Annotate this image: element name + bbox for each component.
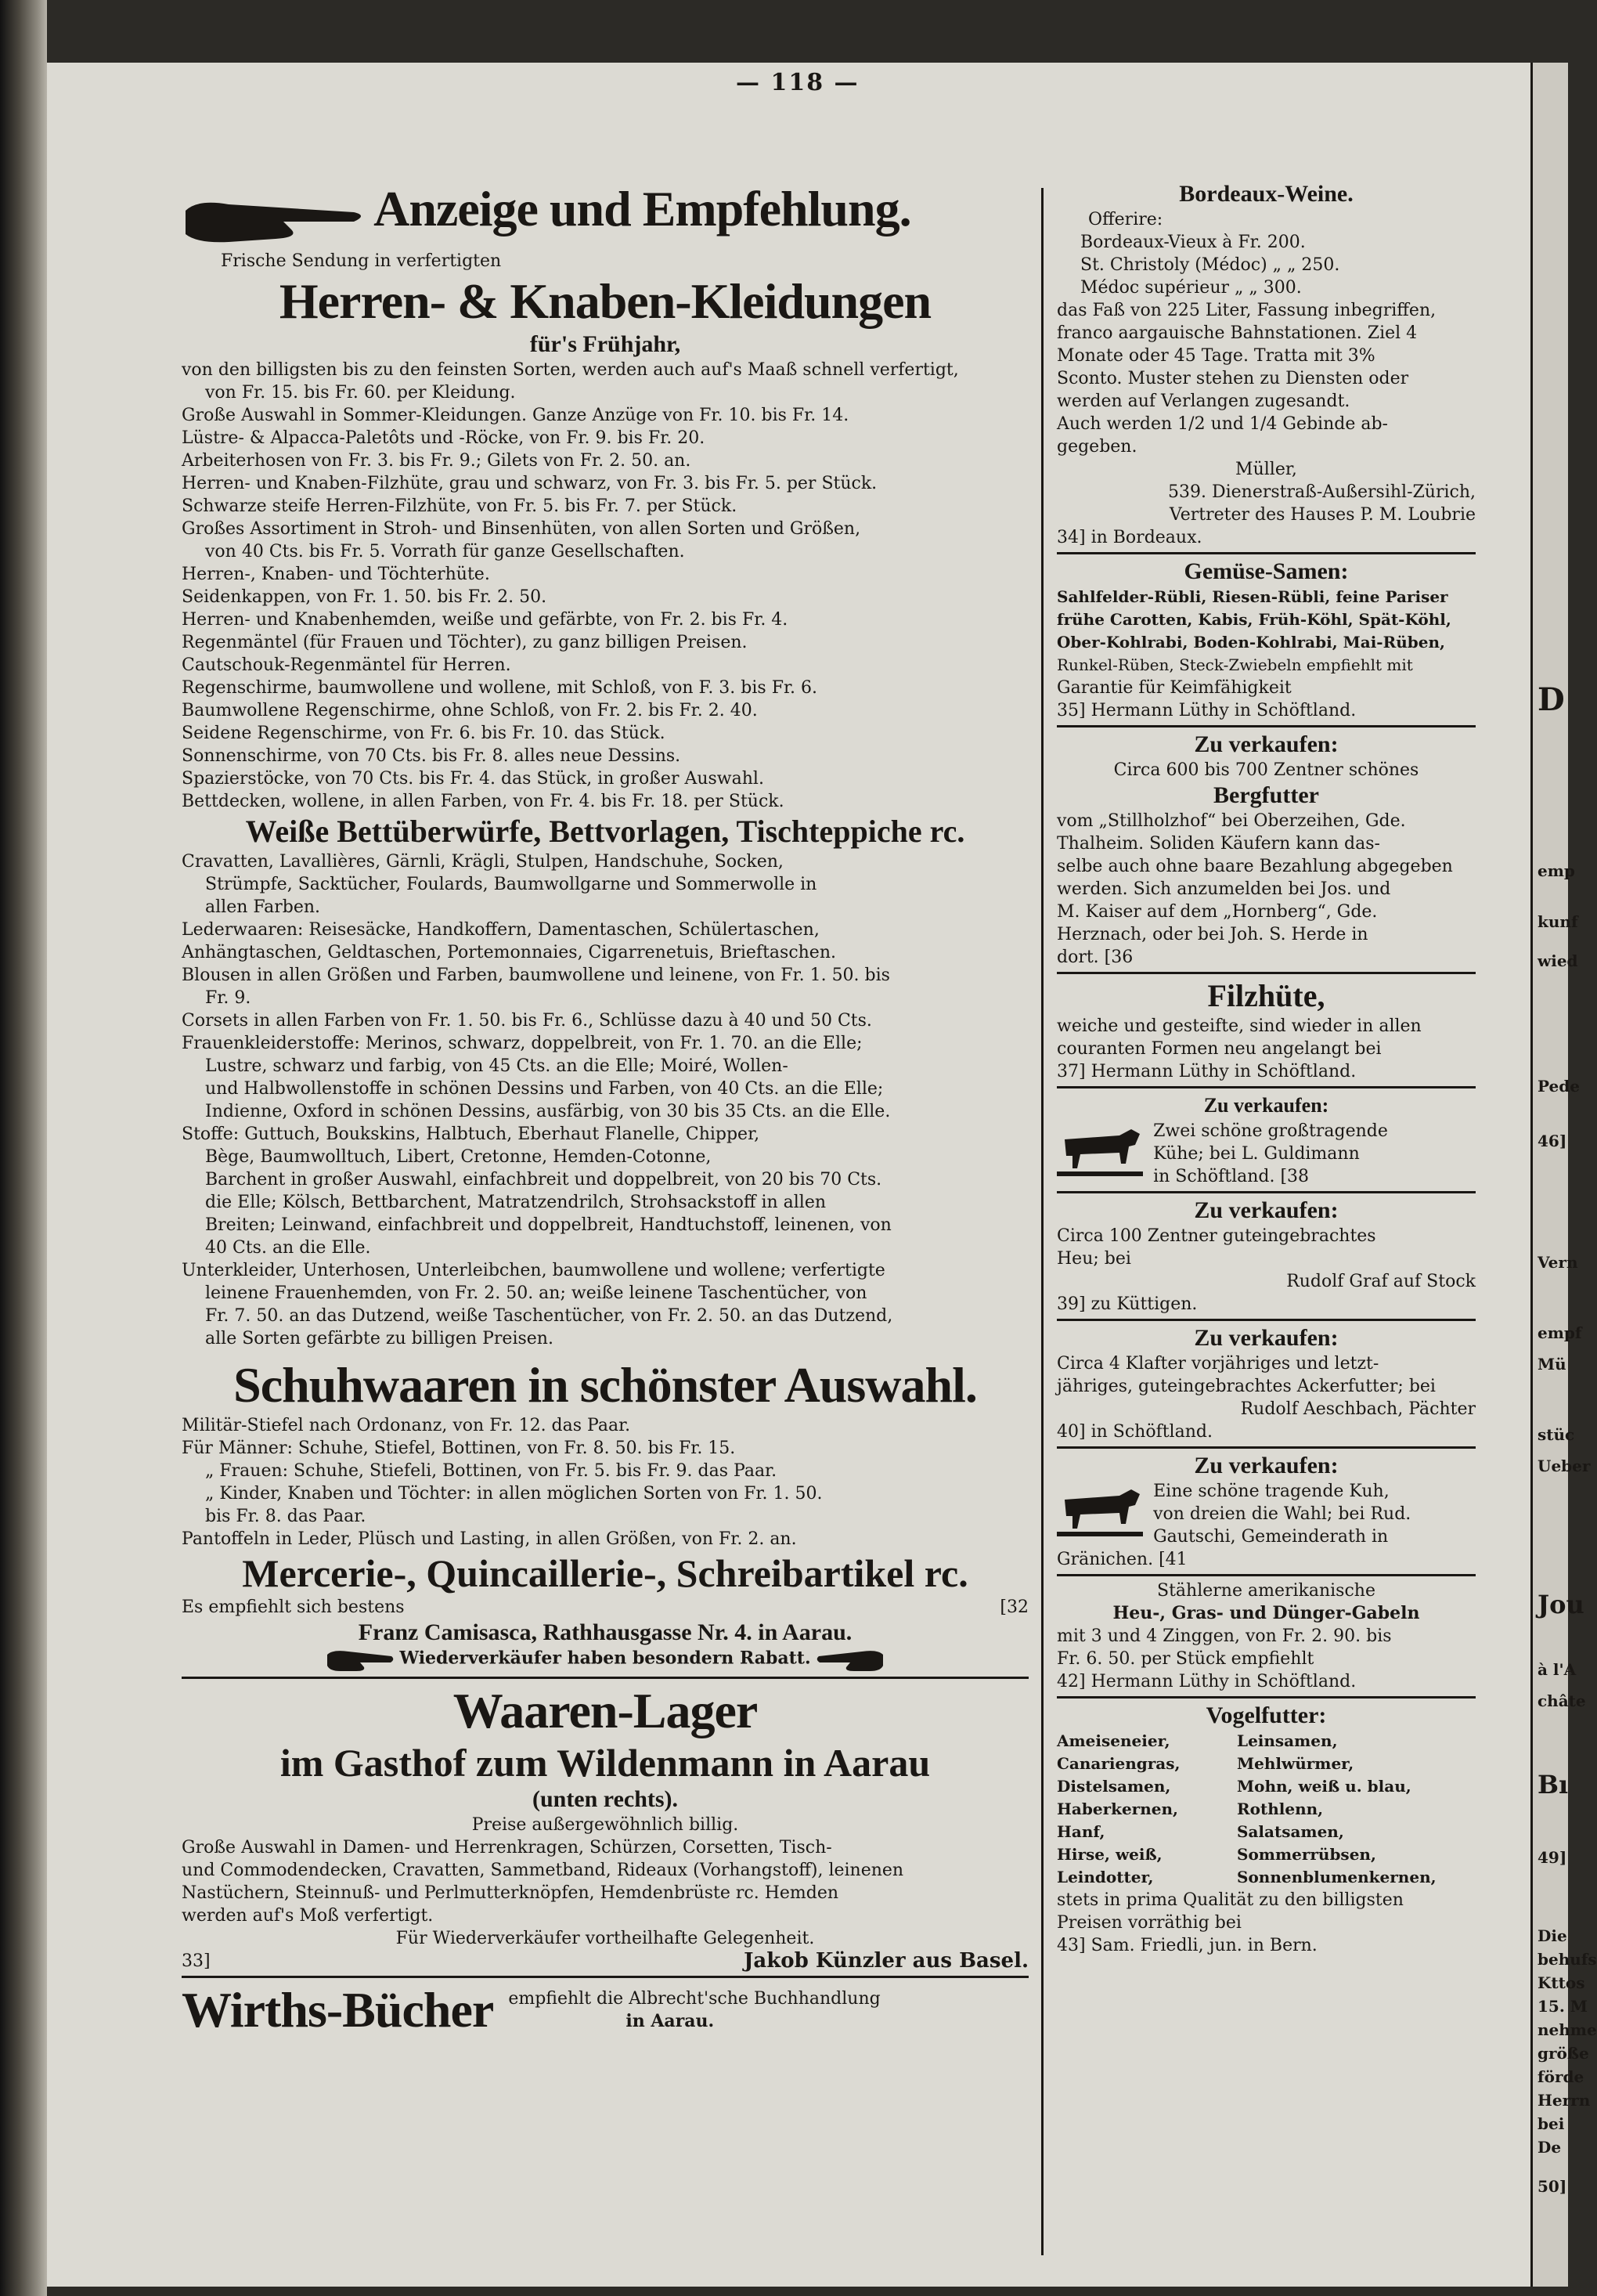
kuenzler-signature: Jakob Künzler aus Basel. <box>744 1948 1029 1973</box>
separator-rule <box>1057 1086 1476 1088</box>
separator-rule <box>1057 1446 1476 1449</box>
ad-number: 33] <box>182 1951 211 1971</box>
text-line: Eine schöne tragende Kuh, <box>1153 1482 1390 1501</box>
text-line: Rudolf Graf auf Stock <box>1286 1272 1476 1291</box>
strip-fragment: nehme <box>1538 2020 1597 2039</box>
herren-list <box>182 359 1029 813</box>
wirths-text <box>508 1987 880 2033</box>
text-line: Preise außergewöhnlich billig. <box>471 1814 739 1835</box>
text-line: Offerire: <box>1088 210 1163 229</box>
strip-fragment: größe <box>1538 2044 1589 2063</box>
text-line: leinene Frauenhemden, von Fr. 2. 50. an; weiße leinene Taschentücher, von <box>205 1283 867 1303</box>
text-line: von den billigsten bis zu den feinsten Sorten, werden auch auf's Maaß schnell verfertigt, <box>182 359 959 380</box>
bergfutter-heading: Bergfutter <box>1213 782 1319 808</box>
text-line: Corsets in allen Farben von Fr. 1. 50. bis Fr. 6., Schlüsse dazu à 40 und 50 Cts. <box>182 1010 872 1031</box>
anzeige-title: Anzeige und Empfehlung. <box>373 181 911 236</box>
bordeaux-list <box>1057 208 1476 549</box>
text-line: Herren- und Knabenhemden, weiße und gefärbte, von Fr. 2. bis Fr. 4. <box>182 609 788 630</box>
text-line: gegeben. <box>1057 437 1137 457</box>
text-line: Große Auswahl in Sommer-Kleidungen. Ganze Anzüge von Fr. 10. bis Fr. 14. <box>182 405 849 425</box>
pointing-hand-icon <box>325 1647 395 1673</box>
text-line: Seidenkappen, von Fr. 1. 50. bis Fr. 2. 50. <box>182 587 547 607</box>
text-line: Barchent in großer Auswahl, einfachbreit und doppelbreit, von 20 bis 70 Cts. <box>205 1169 882 1190</box>
fruehjahr-heading: für's Frühjahr, <box>529 330 681 357</box>
text-line: Für Männer: Schuhe, Stiefel, Bottinen, von Fr. 8. 50. bis Fr. 15. <box>182 1438 736 1458</box>
list-item: Sonnenblumenkernen, <box>1237 1868 1437 1886</box>
strip-fragment: 50] <box>1538 2177 1567 2196</box>
text-line: jähriges, guteingebrachtes Ackerfutter; bei <box>1057 1377 1436 1396</box>
verkaufen-title: Zu verkaufen: <box>1194 1197 1339 1223</box>
gabeln-ad <box>1057 1579 1476 1693</box>
text-line: Große Auswahl in Damen- und Herrenkragen, Schürzen, Corsetten, Tisch- <box>182 1837 832 1857</box>
text-line: Fr. 7. 50. an das Dutzend, weiße Taschentücher, von Fr. 2. 50. an das Dutzend, <box>205 1305 893 1326</box>
separator-rule <box>182 1677 1029 1679</box>
strip-fragment: De <box>1538 2138 1562 2157</box>
strip-fragment: Vern <box>1538 1253 1578 1272</box>
verkaufen-title: Zu verkaufen: <box>1194 1325 1339 1351</box>
anzeige-header <box>182 180 1029 250</box>
text-line: Indienne, Oxford in schönen Dessins, ausfärbig, von 30 bis 35 Cts. an die Elle. <box>205 1101 891 1121</box>
strip-fragment: Bı <box>1538 1770 1569 1800</box>
text-line: und Halbwollenstoffe in schönen Dessins und Farben, von 40 Cts. an die Elle; <box>205 1078 884 1099</box>
strip-fragment: châte <box>1538 1691 1586 1710</box>
wirths-title: Wirths-Bücher <box>182 1981 494 2038</box>
kuh-ad <box>1057 1480 1476 1548</box>
verkaufen-title: Zu verkaufen: <box>1203 1094 1329 1117</box>
text-line: Sonnenschirme, von 70 Cts. bis Fr. 8. alles neue Dessins. <box>182 745 681 766</box>
text-line: 42] Hermann Lüthy in Schöftland. <box>1057 1672 1357 1691</box>
separator-rule <box>1057 972 1476 974</box>
text-line: frühe Carotten, Kabis, Früh-Köhl, Spät-Köhl, <box>1057 610 1451 629</box>
vogelfutter-col-right <box>1237 1730 1437 1889</box>
list-item: Mohn, weiß u. blau, <box>1237 1777 1411 1796</box>
text-line: die Elle; Kölsch, Bettbarchent, Matratzendrilch, Strohsackstoff in allen <box>205 1192 827 1212</box>
bett-title: Weiße Bettüberwürfe, Bettvorlagen, Tischteppiche rc. <box>245 813 965 849</box>
text-line: Heu-, Gras- und Dünger-Gabeln <box>1112 1603 1420 1623</box>
text-line: Frauenkleiderstoffe: Merinos, schwarz, doppelbreit, von Fr. 1. 70. an die Elle; <box>182 1033 863 1053</box>
list-item: Leinsamen, <box>1237 1731 1338 1750</box>
list-item: Canariengras, <box>1057 1754 1181 1773</box>
text-line: Fr. 6. 50. per Stück empfiehlt <box>1057 1649 1314 1669</box>
text-line: Runkel-Rüben, Steck-Zwiebeln empfiehlt mit <box>1057 655 1413 674</box>
anzeige-subtitle: Frische Sendung in verfertigten <box>221 251 502 271</box>
separator-rule <box>1057 1696 1476 1699</box>
text-line: bis Fr. 8. das Paar. <box>205 1506 366 1526</box>
strip-fragment: 49] <box>1538 1848 1567 1867</box>
strip-fragment: behufs <box>1538 1950 1597 1969</box>
text-line: Baumwollene Regenschirme, ohne Schloß, von Fr. 2. bis Fr. 2. 40. <box>182 700 758 720</box>
separator-rule <box>1057 1319 1476 1321</box>
franz-camisasca: Franz Camisasca, Rathhausgasse Nr. 4. in Aarau. <box>358 1619 853 1645</box>
text-line: empfiehlt die Albrecht'sche Buchhandlung <box>508 1988 881 2009</box>
text-line: Seidene Regenschirme, von Fr. 6. bis Fr. 10. das Stück. <box>182 723 665 743</box>
text-line: Monate oder 45 Tage. Tratta mit 3% <box>1057 346 1375 366</box>
text-line: werden auf Verlangen zugesandt. <box>1057 392 1350 411</box>
text-line: Breiten; Leinwand, einfachbreit und doppelbreit, Handtuchstoff, leinenen, von <box>205 1215 892 1235</box>
text-line: selbe auch ohne baare Bezahlung abgegeben <box>1057 857 1453 876</box>
list-item: Haberkernen, <box>1057 1800 1178 1818</box>
list-item: Rothlenn, <box>1237 1800 1324 1818</box>
text-line: von dreien die Wahl; bei Rud. <box>1153 1504 1411 1524</box>
text-line: von 40 Cts. bis Fr. 5. Vorrath für ganze Gesellschaften. <box>205 541 685 561</box>
text-line: Schwarze steife Herren-Filzhüte, von Fr. 5. bis Fr. 7. per Stück. <box>182 496 737 516</box>
text-line: Garantie für Keimfähigkeit <box>1057 678 1292 698</box>
list-item: Mehlwürmer, <box>1237 1754 1354 1773</box>
wiederverkaeufer-line <box>182 1647 1029 1673</box>
text-line: 40] in Schöftland. <box>1057 1422 1213 1442</box>
text-line: weiche und gesteifte, sind wieder in allen <box>1057 1016 1422 1036</box>
schuh-title: Schuhwaaren in schönster Auswahl. <box>233 1356 977 1413</box>
text-line: 37] Hermann Lüthy in Schöftland. <box>1057 1062 1357 1081</box>
text-line: St. Christoly (Médoc) „ „ 250. <box>1080 255 1340 275</box>
text-line: Arbeiterhosen von Fr. 3. bis Fr. 9.; Gilets von Fr. 2. 50. an. <box>182 450 691 471</box>
right-column <box>1057 180 1476 2263</box>
kuehe-text <box>1153 1120 1388 1188</box>
list-item: Distelsamen, <box>1057 1777 1171 1796</box>
text-line: Vertreter des Hauses P. M. Loubrie <box>1169 505 1476 525</box>
left-column <box>182 180 1029 2263</box>
text-line: alle Sorten gefärbte zu billigen Preisen. <box>205 1328 553 1348</box>
text-line: „ Kinder, Knaben und Töchter: in allen möglichen Sorten von Fr. 1. 50. <box>205 1483 823 1504</box>
strip-fragment: empf <box>1538 1323 1582 1342</box>
text-line: Regenmäntel (für Frauen und Töchter), zu ganz billigen Preisen. <box>182 632 748 652</box>
text-line: Thalheim. Soliden Käufern kann das- <box>1057 834 1380 854</box>
gemuese-title: Gemüse-Samen: <box>1184 558 1349 584</box>
vogelfutter-col-left <box>1057 1730 1237 1889</box>
text-line: in Schöftland. [38 <box>1153 1167 1310 1186</box>
kuenzler-line <box>182 1950 1029 1973</box>
text-line: das Faß von 225 Liter, Fassung inbegriffen, <box>1057 301 1437 320</box>
text-line: Circa 4 Klafter vorjähriges und letzt- <box>1057 1354 1379 1374</box>
text-line: Lustre, schwarz und farbig, von 45 Cts. an die Elle; Moiré, Wollen- <box>205 1056 788 1076</box>
book-spine <box>0 0 47 2296</box>
bett-list <box>182 850 1029 1350</box>
gemuese-list <box>1057 586 1476 722</box>
text-line: Unterkleider, Unterhosen, Unterleibchen, baumwollene und wollene; verfertigte <box>182 1260 885 1280</box>
text-line: Bettdecken, wollene, in allen Farben, von Fr. 4. bis Fr. 18. per Stück. <box>182 791 784 811</box>
text-line: Heu; bei <box>1057 1249 1131 1269</box>
list-item: Leindotter, <box>1057 1868 1154 1886</box>
pointing-hand-icon <box>182 195 370 250</box>
text-line: M. Kaiser auf dem „Hornberg“, Gde. <box>1057 902 1378 922</box>
text-line: Bège, Baumwolltuch, Libert, Cretonne, Hemden-Cotonne, <box>205 1146 712 1167</box>
text-line: 39] zu Küttigen. <box>1057 1294 1198 1314</box>
list-item: Sommerrübsen, <box>1237 1845 1376 1864</box>
text-line: Regenschirme, baumwollene und wollene, mit Schloß, von F. 3. bis Fr. 6. <box>182 677 818 698</box>
schuh-list <box>182 1414 1029 1551</box>
strip-fragment: stüc <box>1538 1425 1575 1444</box>
wirths-ad <box>182 1981 1029 2039</box>
verkaufen-title: Zu verkaufen: <box>1194 1453 1339 1478</box>
vogelfutter-title: Vogelfutter: <box>1206 1702 1327 1728</box>
text-line: Nastüchern, Steinnuß- und Perlmutterknöpfen, Hemdenbrüste rc. Hemden <box>182 1883 839 1903</box>
text-line: Müller, <box>1235 460 1297 479</box>
text-line: mit 3 und 4 Zinggen, von Fr. 2. 90. bis <box>1057 1626 1392 1646</box>
waaren-list <box>182 1814 1029 1950</box>
unten-rechts: (unten rechts). <box>532 1785 679 1812</box>
text-line: Bordeaux-Vieux à Fr. 200. <box>1080 233 1306 252</box>
list-item: Salatsamen, <box>1237 1822 1344 1841</box>
filzhuete-title: Filzhüte, <box>1207 978 1325 1013</box>
strip-fragment: wied <box>1538 951 1578 970</box>
list-item: Ameiseneier, <box>1057 1731 1170 1750</box>
text-line: Lüstre- & Alpacca-Paletôts und -Röcke, von Fr. 9. bis Fr. 20. <box>182 428 705 448</box>
separator-rule <box>1057 552 1476 554</box>
kuehe-ad <box>1057 1120 1476 1188</box>
herren-title: Herren- & Knaben-Kleidungen <box>279 273 932 329</box>
strip-fragment: Die <box>1538 1926 1567 1945</box>
text-line: Circa 600 bis 700 Zentner schönes <box>1113 760 1419 780</box>
text-line: Fr. 9. <box>205 987 251 1008</box>
separator-rule <box>1057 725 1476 727</box>
mercerie-line <box>182 1596 1029 1619</box>
list-item: Hanf, <box>1057 1822 1105 1841</box>
text-line: und Commodendecken, Cravatten, Sammetband, Rideaux (Vorhangstoff), leinenen <box>182 1860 904 1880</box>
text-line: Anhängtaschen, Geldtaschen, Portemonnaies, Cigarrenetuis, Brieftaschen. <box>182 942 836 962</box>
text-line: allen Farben. <box>205 897 321 917</box>
strip-fragment: Kttos <box>1538 1973 1585 1992</box>
text-line: Cravatten, Lavallières, Gärnli, Krägli, Stulpen, Handschuhe, Socken, <box>182 851 784 872</box>
text-line: Gränichen. [41 <box>1057 1550 1188 1569</box>
strip-fragment: 15. M <box>1538 1997 1588 2016</box>
text-line: Kühe; bei L. Guldimann <box>1153 1144 1360 1164</box>
text-line: Strümpfe, Sacktücher, Foulards, Baumwollgarne und Sommerwolle in <box>205 874 817 894</box>
text-line: in Aarau. <box>625 2010 715 2031</box>
text-line: Herren- und Knaben-Filzhüte, grau und schwarz, von Fr. 3. bis Fr. 5. per Stück. <box>182 473 878 493</box>
text-line: Herznach, oder bei Joh. S. Herde in <box>1057 925 1368 944</box>
mercerie-text: Es empfiehlt sich bestens <box>182 1597 405 1617</box>
text-line: 35] Hermann Lüthy in Schöftland. <box>1057 701 1357 720</box>
gasthof-line: im Gasthof zum Wildenmann in Aarau <box>279 1740 931 1785</box>
text-line: Gautschi, Gemeinderath in <box>1153 1527 1389 1547</box>
strip-fragment: kunf <box>1538 912 1578 931</box>
text-line: Herren-, Knaben- und Töchterhüte. <box>182 564 490 584</box>
ad-number: [32 <box>1000 1597 1029 1617</box>
bordeaux-title: Bordeaux-Weine. <box>1179 181 1354 207</box>
strip-fragment: Jou <box>1538 1590 1584 1619</box>
text-line: Für Wiederverkäufer vortheilhafte Gelegenheit. <box>395 1928 815 1948</box>
text-line: Zwei schöne großtragende <box>1153 1121 1388 1141</box>
verkaufen-title: Zu verkaufen: <box>1194 731 1339 757</box>
text-line: franco aargauische Bahnstationen. Ziel 4 <box>1057 323 1418 343</box>
text-line: werden. Sich anzumelden bei Jos. und <box>1057 879 1391 899</box>
text-line: „ Frauen: Schuhe, Stiefeli, Bottinen, von Fr. 5. bis Fr. 9. das Paar. <box>205 1460 777 1481</box>
text-line: 40 Cts. an die Elle. <box>205 1237 371 1258</box>
page-number: — 118 — <box>736 69 860 96</box>
text-line: Spazierstöcke, von 70 Cts. bis Fr. 4. das Stück, in großer Auswahl. <box>182 768 764 789</box>
text-line: stets in prima Qualität zu den billigsten <box>1057 1890 1404 1910</box>
strip-fragment: D <box>1538 681 1565 718</box>
strip-fragment: à l'A <box>1538 1660 1577 1679</box>
text-line: couranten Formen neu angelangt bei <box>1057 1039 1382 1059</box>
wiederverkaeufer-text: Wiederverkäufer haben besondern Rabatt. <box>399 1648 811 1668</box>
strip-fragment: Pede <box>1538 1077 1580 1096</box>
text-line: Cautschouk-Regenmäntel für Herren. <box>182 655 511 675</box>
text-line: Militär-Stiefel nach Ordonanz, von Fr. 12. das Paar. <box>182 1415 631 1435</box>
text-line: von Fr. 15. bis Fr. 60. per Kleidung. <box>205 382 516 403</box>
separator-rule <box>1057 1191 1476 1193</box>
text-line: Rudolf Aeschbach, Pächter <box>1240 1399 1476 1419</box>
strip-fragment: förde <box>1538 2067 1584 2086</box>
text-line: vom „Stillholzhof“ bei Oberzeihen, Gde. <box>1057 811 1406 831</box>
strip-fragment: 46] <box>1538 1132 1567 1150</box>
text-line: Ober-Kohlrabi, Boden-Kohlrabi, Mai-Rüben, <box>1057 633 1445 652</box>
text-line: Sahlfelder-Rübli, Riesen-Rübli, feine Pariser <box>1057 587 1448 606</box>
strip-fragment: Herrn <box>1538 2091 1591 2110</box>
column-divider <box>1041 188 1044 2255</box>
strip-fragment: Ueber <box>1538 1457 1591 1475</box>
cow-icon <box>1057 1480 1143 1543</box>
adjacent-page-strip <box>1530 63 1597 2287</box>
text-line: Pantoffeln in Leder, Plüsch und Lasting, in allen Größen, von Fr. 2. an. <box>182 1529 797 1549</box>
text-line: Sconto. Muster stehen zu Diensten oder <box>1057 369 1409 388</box>
cow-icon <box>1057 1120 1143 1182</box>
strip-fragment: bei <box>1538 2114 1565 2133</box>
list-item: Hirse, weiß, <box>1057 1845 1163 1864</box>
text-line: Lederwaaren: Reisesäcke, Handkoffern, Damentaschen, Schülertaschen, <box>182 919 820 940</box>
text-line: 539. Dienerstraß-Außersihl-Zürich, <box>1167 482 1476 502</box>
text-line: Circa 100 Zentner guteingebrachtes <box>1057 1226 1376 1246</box>
text-line: Stählerne amerikanische <box>1157 1581 1375 1601</box>
text-line: Blousen in allen Größen und Farben, baumwollene und leinene, von Fr. 1. 50. bis <box>182 965 890 985</box>
text-line: 43] Sam. Friedli, jun. in Bern. <box>1057 1936 1318 1955</box>
strip-fragment: emp <box>1538 861 1575 880</box>
waaren-title: Waaren-Lager <box>452 1682 758 1738</box>
pointing-hand-left-icon <box>815 1647 885 1673</box>
strip-fragment: Mü <box>1538 1355 1566 1374</box>
text-line: werden auf's Moß verfertigt. <box>182 1905 434 1926</box>
kuh-text <box>1153 1480 1411 1548</box>
text-line: 34] in Bordeaux. <box>1057 528 1202 547</box>
text-line: Preisen vorräthig bei <box>1057 1913 1242 1933</box>
bergfutter-ad <box>1057 759 1476 969</box>
text-line: Médoc supérieur „ „ 300. <box>1080 278 1302 298</box>
separator-rule <box>1057 1574 1476 1576</box>
text-line: Auch werden 1/2 und 1/4 Gebinde ab- <box>1057 414 1388 434</box>
separator-rule <box>182 1976 1029 1978</box>
text-line: Stoffe: Guttuch, Boukskins, Halbtuch, Eberhaut Flanelle, Chipper, <box>182 1124 760 1144</box>
vogelfutter-list <box>1057 1730 1476 1889</box>
text-line: Großes Assortiment in Stroh- und Binsenhüten, von allen Sorten und Größen, <box>182 518 861 539</box>
mercerie-title: Mercerie-, Quincaillerie-, Schreibartikel rc. <box>242 1551 968 1595</box>
text-line: dort. [36 <box>1057 948 1134 967</box>
